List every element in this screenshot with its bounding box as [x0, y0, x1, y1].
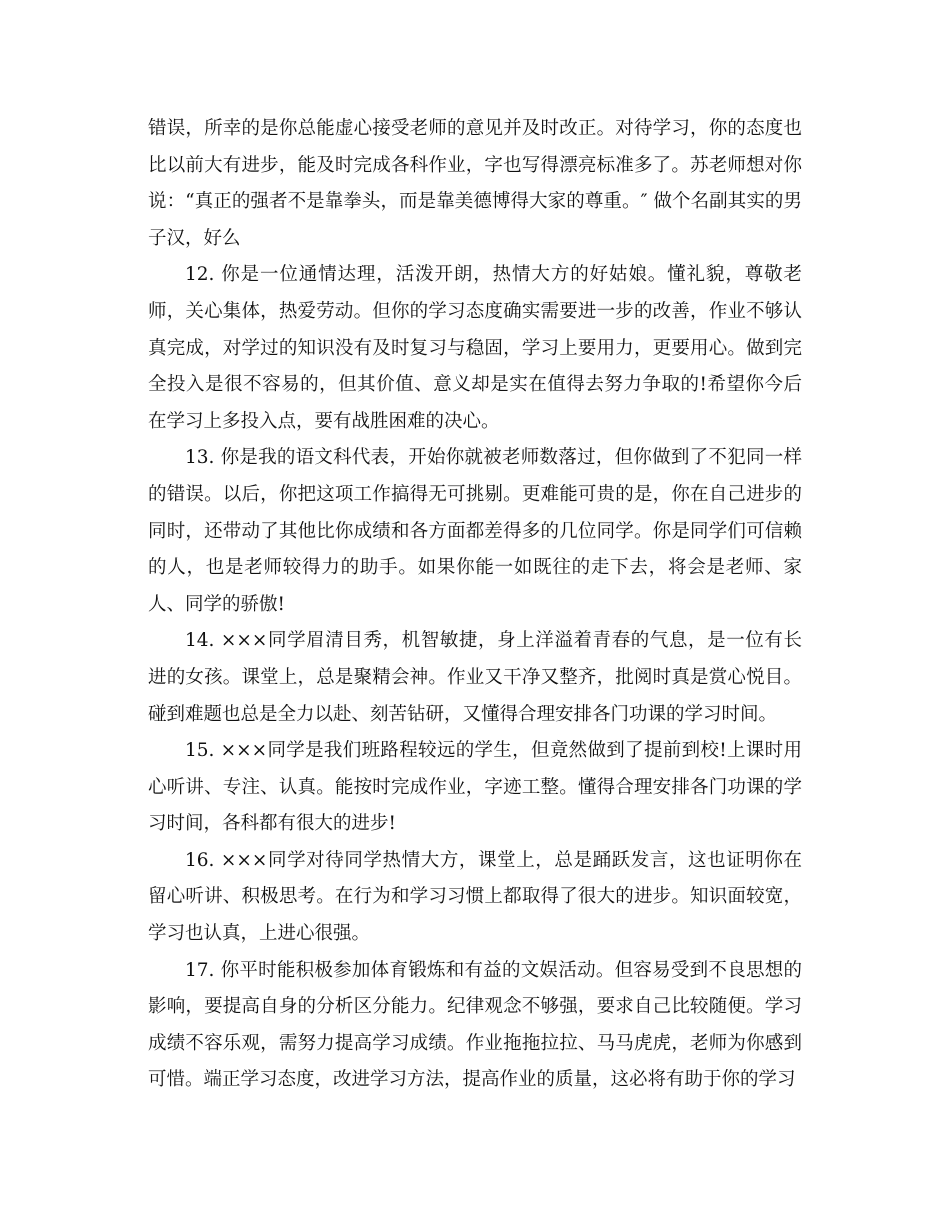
paragraph-comment-13: 13. 你是我的语文科代表，开始你就被老师数落过，但你做到了不犯同一样的错误。以后，你把这项工作搞得无可挑剔。更难能可贵的是，你在自己进步的同时，还带动了其他比你成绩和各方面都差得多的几位同学。你是同学们可信赖的人，也是老师较得力的助手。如果你能一如既往的走下去，将会是老师、家人、同学的骄傲! — [148, 447, 802, 615]
paragraph-comment-14: 14. ×××同学眉清目秀，机智敏捷，身上洋溢着青春的气息，是一位有长进的女孩。课堂上，总是聚精会神。作业又干净又整齐，批阅时真是赏心悦目。碰到难题也总是全力以赴、刻苦钻研，又懂得合理安排各门功课的学习时间。 — [148, 630, 802, 725]
paragraph-continuation: 错误，所幸的是你总能虚心接受老师的意见并及时改正。对待学习，你的态度也比以前大有进步，能及时完成各科作业，字也写得漂亮标准多了。苏老师想对你说：“真正的强者不是靠拳头，而是靠美德博得大家的尊重。″ 做个名副其实的男子汉，好么 — [148, 118, 802, 249]
document-body — [148, 111, 802, 1099]
paragraph-comment-12: 12. 你是一位通情达理，活泼开朗，热情大方的好姑娘。懂礼貌，尊敬老师，关心集体，热爱劳动。但你的学习态度确实需要进一步的改善，作业不够认真完成，对学过的知识没有及时复习与稳固，学习上要用力，更要用心。做到完全投入是很不容易的，但其价值、意义却是实在值得去努力争取的!希望你今后在学习上多投入点，要有战胜困难的决心。 — [148, 264, 802, 432]
paragraph-comment-16: 16. ×××同学对待同学热情大方，课堂上，总是踊跃发言，这也证明你在留心听讲、积极思考。在行为和学习习惯上都取得了很大的进步。知识面较宽，学习也认真，上进心很强。 — [148, 849, 802, 945]
paragraph-comment-17: 17. 你平时能积极参加体育锻炼和有益的文娱活动。但容易受到不良思想的影响，要提高自身的分析区分能力。纪律观念不够强，要求自己比较随便。学习成绩不容乐观，需努力提高学习成绩。作业拖拖拉拉、马马虎虎，老师为你感到可惜。端正学习态度，改进学习方法，提高作业的质量，这必将有助于你的学习 — [148, 959, 802, 1091]
paragraph-comment-15: 15. ×××同学是我们班路程较远的学生，但竟然做到了提前到校!上课时用心听讲、专注、认真。能按时完成作业，字迹工整。懂得合理安排各门功课的学习时间，各科都有很大的进步! — [148, 740, 802, 835]
